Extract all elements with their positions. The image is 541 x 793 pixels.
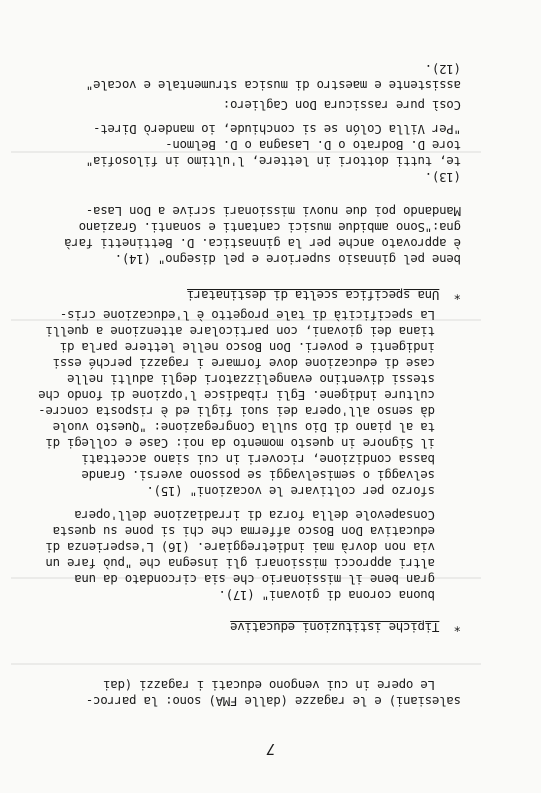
text-line: altri approcci missionari gli insegna che "può fare un (45, 556, 435, 571)
text-line: è approvato anche per la ginnastica. D. Bettinetti farà (64, 236, 461, 251)
text-line: assistente e maestro di musica strumentale e vocale" (86, 78, 461, 93)
text-line: ta al piano di Dio sulla Congregazione: "Questo vuole (52, 420, 435, 435)
text-line: dà senso all'opera dei suoi figli ed è risposta concre- (38, 404, 435, 419)
section-heading (31, 619, 461, 635)
text-line: gna:"Sono ambidue musici cantanti e sonanti. Graziano (78, 220, 461, 235)
text-line: Le opere in cui vengono educati i ragazzi (dai (103, 678, 435, 693)
heading-text: Tipiche istituzioni educative (230, 620, 440, 635)
text-line: buona corona di giovani" (17). (218, 588, 435, 603)
text-line: Consapevole della forza di irradiazione dell'opera (74, 508, 435, 523)
text-line: bassa condizione, ricoveri in cui siano accettati (81, 452, 435, 467)
text-line: case di educazione dove formare i ragazzi perché essi (52, 356, 435, 371)
text-line: "Per Villa Colón se si conchiude, io manderò Diret- (93, 122, 461, 137)
text-line: via non dovrà mai indietreggiare. (16) L'esperienza di (45, 540, 435, 555)
text-line: te, tutti dottori in lettere, l'ultimo in filosofia" (86, 154, 461, 169)
text-line: selvaggi o semiselvaggi se possono aversi. Grande (81, 468, 435, 483)
text-line: sforzo per coltivare le vocazioni" (15). (146, 484, 435, 499)
text-line: stessi diventino evangelizzatori degli adulti nelle (67, 372, 435, 387)
text-line: Così pure rassicura Don Cagliero: (223, 98, 461, 113)
heading-text: Una specifica scelta di destinatari (187, 288, 440, 303)
text-line: tore D. Bodrato o D. Lasagna o D. Belmon- (165, 138, 461, 153)
text-line: educativa Don Bosco afferma che chi si pone su questa (52, 524, 435, 539)
text-line: La specificità di tale progetto è l'educazione cris- (60, 308, 435, 323)
text-line: indigenti e poveri. Don Bosco nelle lettere parla di (60, 340, 435, 355)
text-line: salesiani) e le ragazze (dalle FMA) sono: la parroc- (86, 694, 461, 709)
text-line: culture indigene. Egli ribadisce l'opzione di fondo che (38, 388, 435, 403)
text-line: (12). (424, 62, 461, 77)
section-heading (31, 287, 461, 303)
text-line: (13). (424, 170, 461, 185)
text-line: tiana dei giovani, con particolare attenzione a quelli (45, 324, 435, 339)
text-line: Mandando poi due nuovi missionari scrive a Don Lasa- (86, 204, 461, 219)
text-line: il Signore in questo momento da noi: Case e collegi di (45, 436, 435, 451)
text-line: gran bene il missionario che sia circondato da una (74, 572, 435, 587)
page-number: 7 (266, 740, 276, 758)
bleed-through-mark (11, 663, 481, 665)
bullet-glyph: * (453, 620, 461, 635)
text-line: bene pel ginnasio superiore e pel disegno" (14). (114, 252, 461, 267)
bullet-glyph: * (453, 288, 461, 303)
